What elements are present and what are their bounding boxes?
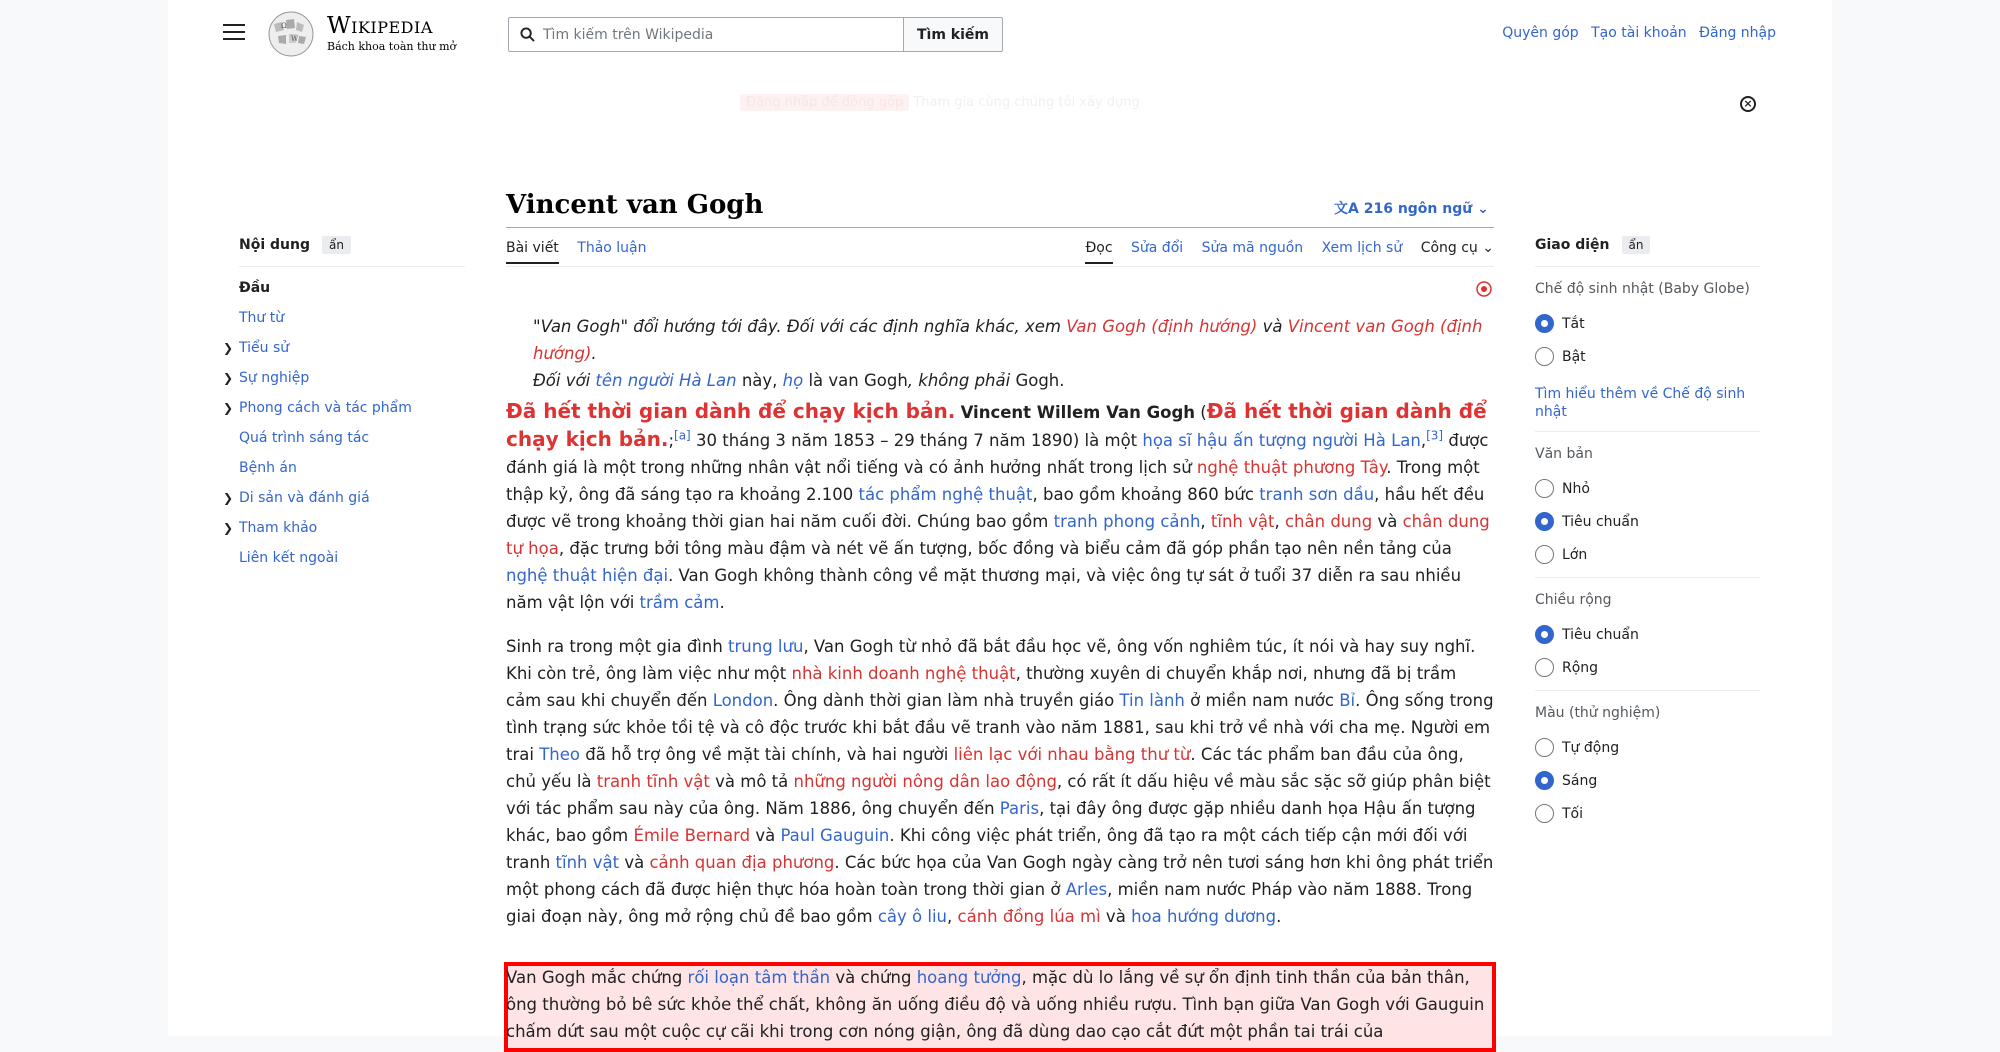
link-belgium[interactable]: Bỉ bbox=[1339, 691, 1356, 710]
script-error: Đã hết thời gian dành để chạy kịch bản. bbox=[506, 399, 1487, 451]
wikipedia-wordmark[interactable]: Wikipedia bbox=[327, 13, 433, 39]
table-of-contents bbox=[223, 236, 465, 573]
radio-selected[interactable] bbox=[1535, 512, 1554, 531]
tab-history[interactable]: Xem lịch sử bbox=[1321, 240, 1403, 256]
link-post-impressionist[interactable]: họa sĩ hậu ấn tượng người Hà Lan bbox=[1142, 431, 1421, 450]
link-protestant[interactable]: Tin lành bbox=[1119, 691, 1185, 710]
tab-article[interactable]: Bài viết bbox=[506, 240, 559, 264]
lead-paragraph: Đã hết thời gian dành để chạy kịch bản. Vincent Willem Van Gogh (Đã hết thời gian dành để chạy kịch bản.;[a] 30 tháng 3 năm 1853 – 29 tháng 7 năm 1890) là một họa sĩ hậu ấn tượng người Hà Lan,[3] được đánh giá là một trong những nhân vật nổi tiếng và có ảnh hưởng nhất trong lịch sử nghệ thuật phương Tây. Trong một thập kỷ, ông đã sáng tạo ra khoảng 2.100 tác phẩm nghệ thuật, bao gồm khoảng 860 bức tranh sơn dầu, hầu hết đều được vẽ trong khoảng thời gian hai năm cuối đời. Chúng bao gồm tranh phong cảnh, tĩnh vật, chân dung và chân dung tự họa, đặc trưng bởi tông màu đậm và nét vẽ ấn tượng, bốc đồng và biểu cảm đã góp phần tạo nên nền tảng của nghệ thuật hiện đại. Van Gogh không thành công về mặt thương mại, và việc ông tự sát ở tuổi 37 diễn ra sau nhiều năm vật lộn với trầm cảm. bbox=[506, 399, 1490, 612]
link-local-landscape[interactable]: cảnh quan địa phương bbox=[649, 853, 835, 872]
birthday-on-option[interactable]: Bật bbox=[1535, 340, 1760, 373]
hatnote-naming: Đối với tên người Hà Lan này, họ là van Gogh, không phải Gogh. bbox=[533, 371, 1065, 390]
text-small-option[interactable]: Nhỏ bbox=[1535, 472, 1760, 505]
color-auto-option[interactable]: Tự động bbox=[1535, 731, 1760, 764]
chevron-right-icon[interactable]: ❯ bbox=[223, 521, 234, 535]
link-letters[interactable]: liên lạc với nhau bằng thư từ bbox=[953, 745, 1191, 764]
link-dutch-names[interactable]: tên người Hà Lan bbox=[595, 371, 737, 390]
link-still-life-2[interactable]: tĩnh vật bbox=[555, 853, 620, 872]
paragraph-early-life: Sinh ra trong một gia đình trung lưu, Van Gogh từ nhỏ đã bắt đầu học vẽ, ông vốn nghiêm túc, ít nói và hay suy nghĩ. Khi còn trẻ, ông làm việc như một nhà kinh doanh nghệ thuật, thường xuyên di chuyển khắp nơi, nhưng đã bị trầm cảm sau khi chuyển đến London. Ông dành thời gian làm nhà truyền giáo Tin lành ở miền nam nước Bỉ. Ông sống trong tình trạng sức khỏe tồi tệ và cô độc trước khi bắt đầu vẽ tranh vào năm 1881, sau khi trở về nhà với cha mẹ. Người em trai Theo đã hỗ trợ ông về mặt tài chính, và hai người liên lạc với nhau bằng thư từ. Các tác phẩm ban đầu của ông, chủ yếu là tranh tĩnh vật và mô tả những người nông dân lao động, có rất ít dấu hiệu về màu sắc sặc sỡ giúp phân biệt với tác phẩm sau này của ông. Năm 1886, ông chuyển đến Paris, tại đây ông được gặp nhiều danh họa Hậu ấn tượng khác, bao gồm Émile Bernard và Paul Gauguin. Khi công việc phát triển, ông đã tạo ra một cách tiếp cận mới đối với tranh tĩnh vật và cảnh quan địa phương. Các bức họa của Van Gogh ngày càng trở nên tươi sáng hơn khi ông phát triển một phong cách đã được hiện thực hóa hoàn toàn trong thời gian ở Arles, miền nam nước Pháp vào năm 1888. Trong giai đoạn này, ông mở rộng chủ đề bao gồm cây ô liu, cánh đồng lúa mì và hoa hướng dương. bbox=[506, 637, 1494, 926]
chevron-right-icon[interactable]: ❯ bbox=[223, 491, 234, 505]
link-sunflowers[interactable]: hoa hướng dương bbox=[1131, 907, 1277, 926]
tab-edit-source[interactable]: Sửa mã nguồn bbox=[1201, 240, 1304, 256]
script-error: Đã hết thời gian dành để chạy kịch bản. bbox=[506, 399, 956, 423]
radio[interactable] bbox=[1535, 545, 1554, 564]
learn-more-link[interactable]: Tìm hiểu thêm về Chế độ sinh nhật bbox=[1535, 386, 1746, 420]
user-links bbox=[1494, 25, 1776, 41]
toc-item-legacy[interactable]: ❯ Di sản và đánh giá bbox=[239, 483, 465, 513]
main-menu-icon[interactable] bbox=[223, 24, 245, 44]
svg-text:Ω: Ω bbox=[281, 22, 287, 30]
width-wide-option[interactable]: Rộng bbox=[1535, 651, 1760, 684]
wikipedia-globe-logo[interactable] bbox=[264, 10, 318, 58]
link-olive-trees[interactable]: cây ô liu bbox=[877, 907, 948, 926]
tagline: Bách khoa toàn thư mở bbox=[327, 40, 457, 53]
width-standard-option[interactable]: Tiêu chuẩn bbox=[1535, 618, 1760, 651]
link-modern-art[interactable]: nghệ thuật hiện đại bbox=[506, 566, 669, 585]
search-button[interactable]: Tìm kiếm bbox=[903, 17, 1003, 52]
link-depression[interactable]: trầm cảm bbox=[639, 593, 720, 612]
ref-3[interactable]: [3] bbox=[1426, 428, 1444, 443]
radio[interactable] bbox=[1535, 804, 1554, 823]
toc-title: Nội dung bbox=[239, 237, 310, 253]
text-size-label: Văn bản bbox=[1535, 446, 1593, 462]
link-wheat-fields[interactable]: cánh đồng lúa mì bbox=[957, 907, 1101, 926]
donate-link[interactable]: Quyên góp bbox=[1502, 25, 1579, 41]
radio[interactable] bbox=[1535, 347, 1554, 366]
toc-item-style[interactable]: ❯ Phong cách và tác phẩm bbox=[239, 393, 465, 423]
link-still-life[interactable]: tĩnh vật bbox=[1210, 512, 1275, 531]
radio-selected[interactable] bbox=[1535, 771, 1554, 790]
paragraph-mental-health: Van Gogh mắc chứng rối loạn tâm thần và chứng hoang tưởng, mặc dù lo lắng về sự ổn định tinh thần của bản thân, ông thường bỏ bê sức khỏe thể chất, không ăn uống điều độ và uống nhiều rượu. Tình bạn giữa Van Gogh với Gauguin chấm dứt sau một cuộc cự cãi khi trong cơn nóng giận, ông đã dùng dao cạo cắt đứt một phần tai trái của bbox=[506, 968, 1485, 1041]
toc-item-medical[interactable]: Bệnh án bbox=[239, 460, 297, 476]
featured-badge-icon[interactable] bbox=[1474, 281, 1494, 297]
page bbox=[168, 0, 1832, 1041]
link-paul-gauguin[interactable]: Paul Gauguin bbox=[780, 826, 890, 845]
link-delusion[interactable]: hoang tưởng bbox=[916, 968, 1022, 987]
link-portrait[interactable]: chân dung bbox=[1284, 512, 1373, 531]
link-still-life-painting[interactable]: tranh tĩnh vật bbox=[596, 772, 710, 791]
radio[interactable] bbox=[1535, 738, 1554, 757]
search-icon bbox=[520, 27, 535, 42]
translate-icon: 文A bbox=[1334, 201, 1359, 217]
lead-name: Vincent Willem Van Gogh bbox=[960, 403, 1196, 422]
svg-text:W: W bbox=[291, 35, 299, 43]
color-label: Màu (thử nghiệm) bbox=[1535, 705, 1661, 721]
ref-a[interactable]: [a] bbox=[674, 428, 691, 443]
search-input[interactable] bbox=[543, 24, 893, 46]
language-button[interactable]: 文A 216 ngôn ngữ ⌄ bbox=[1334, 201, 1489, 217]
tab-read[interactable]: Đọc bbox=[1085, 240, 1112, 264]
link-western-art[interactable]: nghệ thuật phương Tây bbox=[1196, 458, 1387, 477]
link-oil-painting[interactable]: tranh sơn dầu bbox=[1259, 485, 1375, 504]
link-theo[interactable]: Theo bbox=[539, 745, 580, 764]
create-account-link[interactable]: Tạo tài khoản bbox=[1591, 25, 1687, 41]
chevron-right-icon[interactable]: ❯ bbox=[223, 371, 234, 385]
appearance-hide-button[interactable]: ẩn bbox=[1622, 236, 1651, 254]
chevron-right-icon[interactable]: ❯ bbox=[223, 401, 234, 415]
link-self-portrait[interactable]: chân dung tự họa bbox=[506, 512, 1490, 558]
width-label: Chiều rộng bbox=[1535, 592, 1612, 608]
search-box[interactable] bbox=[508, 17, 904, 52]
page-title: Vincent van Gogh bbox=[506, 190, 764, 220]
link-mental-disorder[interactable]: rối loạn tâm thần bbox=[687, 968, 831, 987]
login-link[interactable]: Đăng nhập bbox=[1699, 25, 1776, 41]
title-divider bbox=[506, 227, 1494, 228]
radio[interactable] bbox=[1535, 479, 1554, 498]
link-paris[interactable]: Paris bbox=[999, 799, 1040, 818]
toc-item-external-links[interactable]: Liên kết ngoài bbox=[239, 550, 339, 566]
hatnote-redirect: "Van Gogh" đổi hướng tới đây. Đối với các định nghĩa khác, xem Van Gogh (định hướng) và Vincent van Gogh (định hướng). bbox=[533, 317, 1483, 363]
tabs-divider bbox=[506, 266, 1494, 267]
radio[interactable] bbox=[1535, 658, 1554, 677]
namespace-tabs bbox=[506, 240, 661, 264]
toc-hide-button[interactable]: ẩn bbox=[322, 236, 351, 254]
appearance-panel bbox=[1535, 236, 1760, 830]
view-tabs bbox=[1071, 240, 1494, 264]
toc-item-letters[interactable]: Thư từ bbox=[239, 310, 285, 326]
birthday-mode-label: Chế độ sinh nhật (Baby Globe) bbox=[1535, 281, 1750, 297]
toc-item-top[interactable]: Đầu bbox=[239, 280, 271, 296]
tools-menu[interactable]: Công cụ ⌄ bbox=[1420, 240, 1494, 256]
chevron-down-icon: ⌄ bbox=[1477, 201, 1489, 217]
tab-talk[interactable]: Thảo luận bbox=[577, 240, 647, 256]
color-dark-option[interactable]: Tối bbox=[1535, 797, 1760, 830]
link-london[interactable]: London bbox=[712, 691, 774, 710]
toc-item-references[interactable]: ❯ Tham khảo bbox=[239, 513, 465, 543]
appearance-title: Giao diện bbox=[1535, 237, 1610, 253]
text-large-option[interactable]: Lớn bbox=[1535, 538, 1760, 571]
toc-item-process[interactable]: Quá trình sáng tác bbox=[239, 430, 370, 446]
link-arles[interactable]: Arles bbox=[1065, 880, 1108, 899]
link-vincent-disambig[interactable]: Vincent van Gogh (định hướng) bbox=[533, 317, 1483, 363]
radio-selected[interactable] bbox=[1535, 625, 1554, 644]
color-light-option[interactable]: Sáng bbox=[1535, 764, 1760, 797]
toc-item-career[interactable]: ❯ Sự nghiệp bbox=[239, 363, 465, 393]
link-van-gogh-disambig[interactable]: Van Gogh (định hướng) bbox=[1066, 317, 1258, 336]
tab-edit[interactable]: Sửa đổi bbox=[1131, 240, 1184, 256]
link-artworks[interactable]: tác phẩm nghệ thuật bbox=[858, 485, 1033, 504]
radio-selected[interactable] bbox=[1535, 314, 1554, 333]
site-notice-pill[interactable]: Đăng nhập để đóng góp bbox=[740, 94, 909, 111]
article-body bbox=[506, 313, 1494, 930]
site-notice-text: Tham gia cùng chúng tôi xây dựng bbox=[913, 95, 1140, 110]
site-notice bbox=[740, 95, 1140, 110]
link-emile-bernard[interactable]: Émile Bernard bbox=[633, 826, 751, 845]
text-standard-option[interactable]: Tiêu chuẩn bbox=[1535, 505, 1760, 538]
link-landscape[interactable]: tranh phong cảnh bbox=[1053, 512, 1201, 531]
chevron-right-icon[interactable]: ❯ bbox=[223, 341, 234, 355]
link-middle-class[interactable]: trung lưu bbox=[728, 637, 804, 656]
toc-item-biography[interactable]: ❯ Tiểu sử bbox=[239, 333, 465, 363]
link-surname[interactable]: họ bbox=[782, 371, 804, 390]
birthday-off-option[interactable]: Tắt bbox=[1535, 307, 1760, 340]
chevron-down-icon: ⌄ bbox=[1482, 240, 1494, 256]
link-peasants[interactable]: những người nông dân lao động bbox=[793, 772, 1057, 791]
close-icon[interactable]: × bbox=[1740, 96, 1756, 112]
link-art-dealer[interactable]: nhà kinh doanh nghệ thuật bbox=[791, 664, 1016, 683]
